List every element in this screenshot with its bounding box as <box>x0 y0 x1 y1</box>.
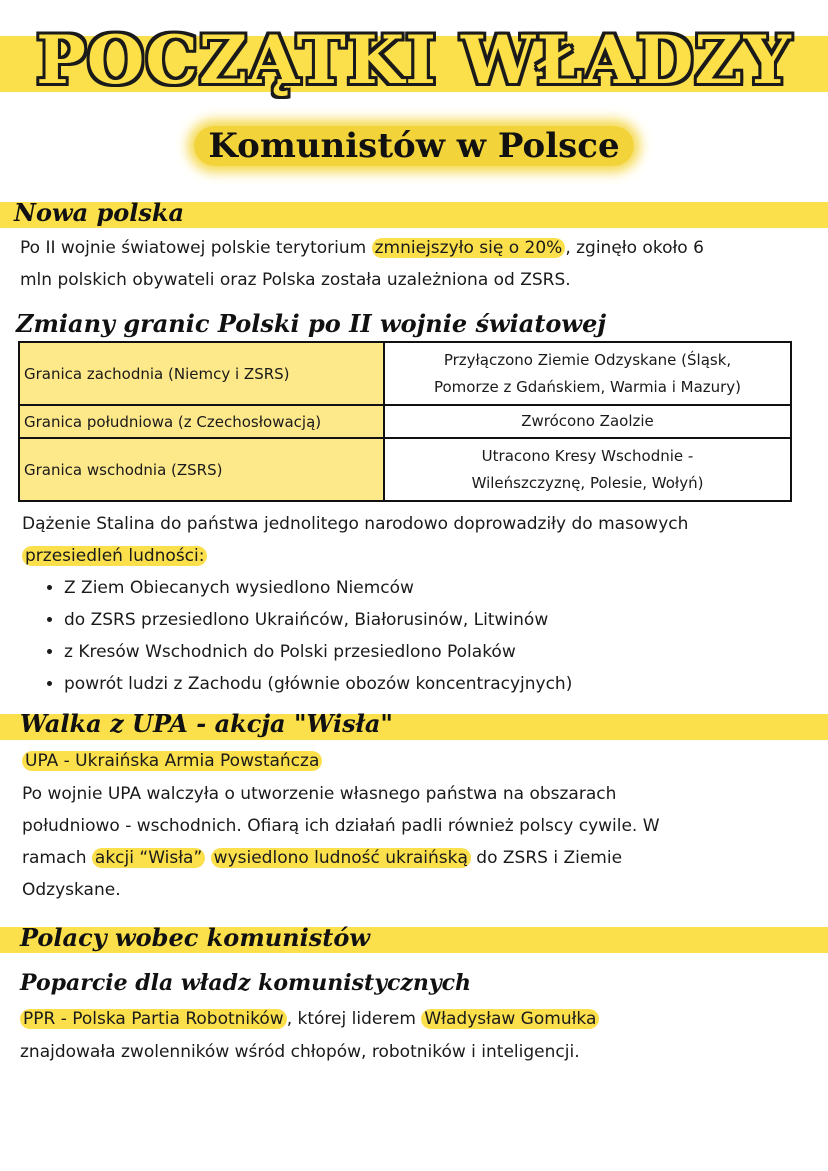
list-item: • z Kresów Wschodnich do Polski przesiedlono Polaków <box>64 636 572 668</box>
cell-line: Zwrócono Zaolzie <box>521 412 654 430</box>
table-cell-value <box>384 342 791 405</box>
paragraph-line: znajdowała zwolenników wśród chłopów, robotników i inteligencji. <box>20 1042 580 1062</box>
text-run: Po II wojnie światowej polskie terytorium <box>20 238 372 258</box>
highlight: PPR - Polska Partia Robotników <box>20 1009 287 1029</box>
highlight: wysiedlono ludność ukraińską <box>211 848 471 868</box>
table-cell-label: Granica wschodnia (ZSRS) <box>19 438 384 501</box>
table-row <box>19 405 791 438</box>
cell-line: Pomorze z Gdańskiem, Warmia i Mazury) <box>433 377 742 396</box>
table-cell-value <box>384 438 791 501</box>
table-cell-label: Granica południowa (z Czechosłowacją) <box>19 405 384 438</box>
subtitle-text: Komunistów w Polsce <box>194 126 633 166</box>
highlight: akcji “Wisła” <box>92 848 205 868</box>
borders-table <box>18 341 792 502</box>
text-run: , zginęło około 6 <box>565 238 704 258</box>
highlight: Władysław Gomułka <box>421 1009 599 1029</box>
paragraph-line: Po wojnie UPA walczyła o utworzenie własnego państwa na obszarach <box>22 784 617 804</box>
paragraph-line: Dążenie Stalina do państwa jednolitego narodowo doprowadziły do masowych <box>22 514 689 534</box>
cell-line: Przyłączono Ziemie Odzyskane (Śląsk, <box>443 350 732 369</box>
table-row <box>19 438 791 501</box>
cell-line: Wileńszczyznę, Polesie, Wołyń) <box>471 473 704 492</box>
cell-line: Utracono Kresy Wschodnie - <box>481 446 694 465</box>
paragraph-line: południowo - wschodnich. Ofiarą ich działań padli również polscy cywile. W <box>22 816 660 836</box>
section-heading-polacy: Polacy wobec komunistów <box>20 923 370 952</box>
table-cell-value <box>384 405 791 438</box>
paragraph-line: mln polskich obywateli oraz Polska została uzależniona od ZSRS. <box>20 270 571 290</box>
table-cell-label: Granica zachodnia (Niemcy i ZSRS) <box>19 342 384 405</box>
paragraph-line <box>20 1003 599 1035</box>
highlight: przesiedleń ludności: <box>22 546 207 566</box>
table-row <box>19 342 791 405</box>
subheading-poparcie: Poparcie dla władz komunistycznych <box>20 970 472 996</box>
paragraph-line <box>20 232 704 264</box>
paragraph-line <box>22 745 322 777</box>
list-item: • do ZSRS przesiedlono Ukraińców, Białorusinów, Litwinów <box>64 604 572 636</box>
resettlement-list <box>20 572 572 700</box>
paragraph-line <box>22 842 622 874</box>
section-heading-granice: Zmiany granic Polski po II wojnie światowej <box>16 309 607 338</box>
section-heading-upa: Walka z UPA - akcja "Wisła" <box>20 709 393 738</box>
paragraph-line: Odzyskane. <box>22 880 121 900</box>
highlight: zmniejszyło się o 20% <box>372 238 566 258</box>
text-run: ramach <box>22 848 92 868</box>
paragraph-line <box>22 540 207 572</box>
page-subtitle <box>0 116 828 176</box>
page-title: POCZĄTKI WŁADZY <box>36 21 792 99</box>
section-heading-nowa-polska: Nowa polska <box>14 198 185 227</box>
list-item: • Z Ziem Obiecanych wysiedlono Niemców <box>64 572 572 604</box>
text-run: do ZSRS i Ziemie <box>470 848 623 868</box>
highlight: UPA - Ukraińska Armia Powstańcza <box>22 751 322 771</box>
list-item: • powrót ludzi z Zachodu (głównie obozów koncentracyjnych) <box>64 668 572 700</box>
text-run: , której liderem <box>286 1009 422 1029</box>
